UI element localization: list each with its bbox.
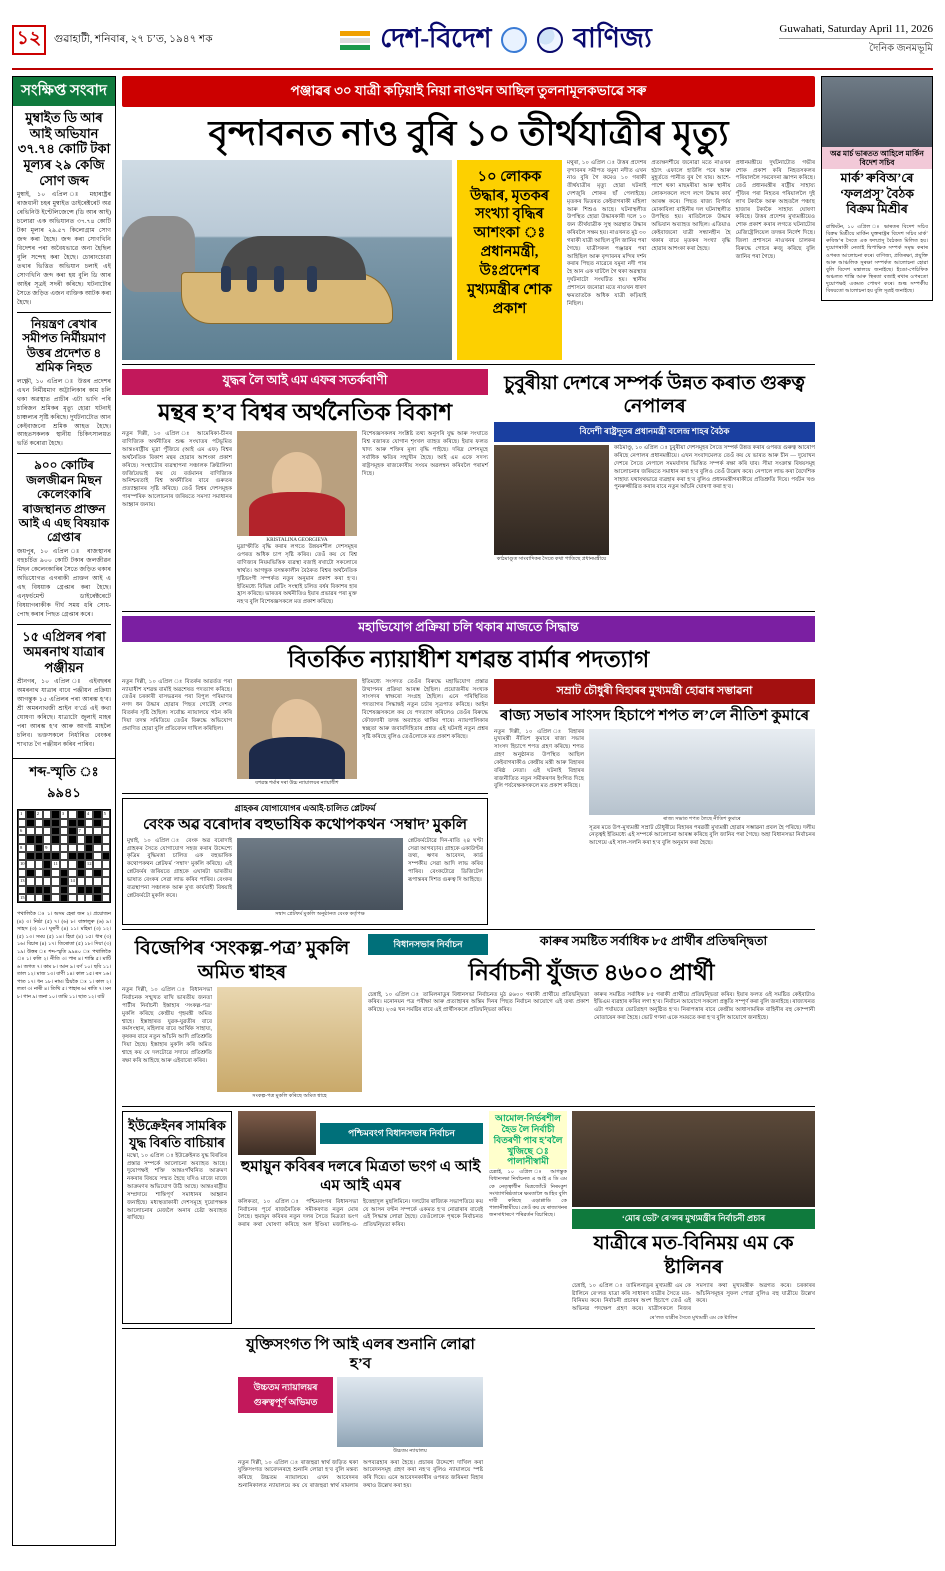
bjp-body: নতুন দিল্লী, ১০ এপ্ৰিল ঃ বিধানসভা নিৰ্বাচনক সন্মুখত ৰাখি ভাৰতীয় জনতা পাৰ্টীৰ নিৰ্বাচনী ইস্তাহাৰ ‘সংকল্প-পত্ৰ’ মুকলি কৰিছে কেন্দ্ৰীয় গৃহমন্ত্ৰী অমিত শ্বাহে। ইস্তাহাৰত যুৱক-যুৱতীৰ বাবে কৰ্মসংস্থান, মহিলাৰ বাবে আৰ্থিক সাহায্য, কৃষকৰ বাবে নতুন আঁচনি আদি প্ৰতিশ্ৰুতি দিয়া হৈছে। ইস্তাহাৰ মুকলি কৰি অমিত শ্বাহে কয় যে দলটোৱে সদায়ে প্ৰতিশ্ৰুতি ৰক্ষা কৰি আহিছে আৰু এইবাৰো কৰিব। [122, 987, 212, 1064]
humayun-body: কলিকতা, ১০ এপ্ৰিল ঃ পশ্চিমবংগৰ বিধানসভা নিৰ্বাচনৰ পূৰ্বে ৰাজনৈতিক সমীকৰণত নতুন মোৰ লৈছে। হুমায়ুন কবিৰৰ নতুন দলৰ সৈতে মিত্ৰতা ভংগ কৰাৰ কথা ঘোষণা কৰিছে অল ইণ্ডিয়া মজলিছ-এ-ইত্তেহাদুল মুছলিমিনে। দলটোৰ ৰাজ্যিক সভাপতিয়ে কয় যে আসন বণ্টন সম্পৰ্কে একমত হ’ব নোৱাৰাৰ বাবেই এই সিদ্ধান্ত লোৱা হৈছে। তেওঁলোকে পৃথকে নিৰ্বাচনত প্ৰতিদ্বন্দ্বিতা কৰিব। [238, 1198, 483, 1229]
page-number: ১২ [12, 25, 46, 55]
pil-photo-caption: উচ্চতম ন্যায়ালয় [393, 1447, 427, 1454]
pil-kicker: উচ্চতম ন্যায়ালয়ৰ গুৰুত্বপূৰ্ণ অভিমত [238, 1377, 333, 1413]
humayun-story [238, 1111, 483, 1324]
lead-body-2: প্ৰত্যক্ষদৰ্শীয়ে জনোৱা মতে নাওখন হঠাৎ এফালে হাউলি পৰে আৰু মুহূৰ্ততে পানীত বুৰ গৈ যায়। আশে-পাশে থকা মাছমৰীয়া আৰু স্থানীয় লোকসকলে লগে লগে উদ্ধাৰ কাৰ্য আৰম্ভ কৰে। পিছত ৰাজ্য বিপৰ্যয় মোকাবিলা বাহিনীৰ দল ঘটনাস্থলীত উপস্থিত হয়। ৰাতিলৈকে উদ্ধাৰ অভিযান অব্যাহত আছিল। এতিয়াও কেইবাজনো যাত্ৰী সন্ধানহীন হৈ থকাৰ বাবে মৃতকৰ সংখ্যা বৃদ্ধি হোৱাৰ আশংকা কৰা হৈছে। [651, 159, 731, 252]
imf-body-3: বিশেষজ্ঞসকলৰ সংশ্লিষ্ট তথ্য অনুসৰি যুদ্ধ আৰু সংঘাতে বিশ্ব বজাৰত যোগান শৃংখল ব্যাহত কৰিছে। ইয়াৰ ফলত খাদ্য আৰু শক্তিৰ মূল্য বৃদ্ধি পাইছে। দৰিদ্ৰ দেশসমূহে সৰ্বাধিক ক্ষতিৰ সন্মুখীন হৈছে। আই এম এফে সদস্য ৰাষ্ট্ৰসমূহক ৰাজকোষীয় সংযম অৱলম্বন কৰিবলৈ পৰামৰ্শ দিছে। [362, 431, 488, 477]
nitish-kicker: সম্ৰাট চৌধুৰী বিহাৰৰ মুখ্যমন্ত্ৰী হোৱাৰ সম্ভাৱনা [494, 679, 815, 704]
main-content-column [122, 76, 815, 1546]
brief-body-3: জয়পুৰ, ১০ এপ্ৰিল ঃ ৰাজস্থানৰ বহুচৰ্চিত ৯০০ কোটি টকাৰ জলজীৱন মিছন কেলেংকাৰিৰ সৈতে জড়িত থকাৰ অভিযোগত এগৰাকী প্ৰাক্তন আই এ এছ বিষয়াক গ্ৰেপ্তাৰ কৰা হৈছে। এন্ফৰ্চমেণ্ট ডাইৰেক্টৰেটে বিষয়াগৰাকীক দীৰ্ঘ সময় ধৰি সোধ-পোছ কৰাৰ পিছত গ্ৰেপ্তাৰ কৰে। [17, 547, 111, 618]
bank-body-2: প্লেটফৰ্মটোৱে দিন-ৰাতি ২৪ ঘণ্টা সেৱা আগবঢ়াব। গ্ৰাহকে একাউণ্টৰ তথ্য, ঋণৰ আবেদন, কাৰ্ড সম্পৰ্কীয় সেৱা আদি লাভ কৰিব পাৰিব। বেংকটোৱে ডিজিটেল ৰূপান্তৰৰ দিশত গুৰুত্ব দি আহিছে। [408, 837, 483, 883]
bjp-story [122, 934, 362, 1103]
election-bar-left: বিধানসভাৰ নিৰ্বাচন [368, 934, 488, 955]
bjp-photo-caption: সংকল্প-পত্ৰ মুকলি কৰিছে অমিত শ্বাহে [252, 1093, 327, 1100]
imf-headline: মন্থৰ হ’ব বিশ্বৰ অৰ্থনৈতিক বিকাশ [157, 399, 453, 425]
brief-headline-1: মুম্বাইত ডি আৰ আই অভিযান ৩৭.৭৪ কোটি টকা মূল্যৰ ২৯ কেজি সোণ জব্দ [17, 110, 111, 188]
lead-body-3: প্ৰধানমন্ত্ৰীয়ে দুৰ্ঘটনাটোত গভীৰ শোক প্ৰকাশ কৰি নিহতসকলৰ পৰিয়াললৈ সমবেদনা জ্ঞাপন কৰিছে। তেওঁ প্ৰধানমন্ত্ৰীৰ ৰাষ্ট্ৰীয় সাহায্য পুঁজিৰ পৰা নিহতৰ পৰিয়াললৈ দুই লাখ টকাকৈ আৰু আহতলৈ পঞ্চাছ হাজাৰ টকাকৈ সাহায্য ঘোষণা কৰিছে। উত্তৰ প্ৰদেশৰ মুখ্যমন্ত্ৰীয়েও শোক প্ৰকাশ কৰাৰ লগতে ঘটনাটোৰ মেজিষ্ট্ৰেলিয়েল তদন্তৰ নিৰ্দেশ দিছে। জিলা প্ৰশাসনে নাওখনৰ চালকৰ বিৰুদ্ধে গোচৰ ৰুজু কৰিছে বুলি জানিব পৰা গৈছে। [735, 159, 815, 260]
crossword-title: শব্দ-স্মৃতি ঃ ৯৯৪১ [29, 764, 99, 801]
lead-photo [122, 160, 452, 360]
pil-body: নতুন দিল্লী, ১০ এপ্ৰিল ঃ ৰাজহুৱা স্বাৰ্থ জড়িত থকা যুক্তিসংগত আবেদনৰহে শুনানি লোৱা হ’ব বুলি মন্তব্য কৰিছে উচ্চতম ন্যায়ালয়ে। এখন আবেদনৰ শুনানিকালত ন্যায়ালয়ে কয় যে ৰাজহুৱা স্বাৰ্থ মামলাৰ অপব্যৱহাৰ কৰা হৈছে। প্ৰচাৰৰ উদ্দেশ্যে দাখিল কৰা আবেদনসমূহ গ্ৰহণ কৰা নহ’ব বুলিও ন্যায়ালয়ে স্পষ্ট কৰি দিয়ে। এনে আবেদনকাৰীৰ ওপৰত জৰিমনা বিহাৰ কথাও উল্লেখ কৰা হয়। [238, 1459, 483, 1490]
imf-kicker: যুদ্ধৰ লৈ আই এম এফৰ সতৰ্কবাণী [122, 369, 488, 395]
bjp-photo [217, 987, 362, 1092]
right-column [821, 76, 933, 1546]
imf-photo-caption: KRISTALINA GEORGIEVA [266, 537, 328, 544]
bank-headline: বেংক অৱ বৰোদাৰ বহুভাষিক কথোপকথন ‘সম্বাদ’ মুকলি [142, 817, 468, 833]
brief-news-column [12, 76, 116, 1546]
judge-body-2: ইতিমধ্যে সংসদত তেওঁৰ বিৰুদ্ধে মহাভিযোগ প্ৰস্তাৱ উত্থাপনৰ প্ৰক্ৰিয়া আৰম্ভ হৈছিল। প্ৰয়োজনীয় সংখ্যক সাংসদৰ স্বাক্ষৰো সংগ্ৰহ হৈছিল। এনে পৰিস্থিতিত পদত্যাগৰ সিদ্ধান্তই নতুন চৰ্চাৰ সূত্ৰপাত কৰিছে। আইন বিশেষজ্ঞসকলে কয় যে পদত্যাগ কৰিলেও তেওঁৰ বিৰুদ্ধে ফৌজদাৰী তদন্ত অব্যাহত থাকিব পাৰে। ন্যায়পালিকাৰ স্বচ্ছতা আৰু জবাবদিহিতাৰ প্ৰশ্নত এই ঘটনাই নতুন প্ৰশ্নৰ সৃষ্টি কৰিছে বুলিও তেওঁলোকে মত প্ৰকাশ কৰিছে। [362, 678, 488, 740]
judge-kicker: মহাভিযোগ প্ৰক্ৰিয়া চলি থকাৰ মাজতে সিদ্ধান্ত [122, 616, 815, 642]
imf-body-2: মুদ্ৰাস্ফীতি বৃদ্ধি কৰাৰ লগতে উন্নয়নশীল দেশসমূহৰ ওপৰত অধিক চাপ সৃষ্টি কৰিব। তেওঁ কয় যে বিশ্ব বাণিজ্যৰ নিয়মভিত্তিক ব্যৱস্থা বজাই ৰখাটো সকলোৰে স্বাৰ্থত। আগন্তুক বসন্তকালীন বৈঠকত বিশ্বৰ অৰ্থনৈতিক দৃষ্টিভংগী সম্পৰ্কত নতুন অনুমান প্ৰকাশ কৰা হ’ব। ইতিমধ্যে বিভিন্ন ৰেটিং সংস্থাই চলিত বৰ্ষৰ বিকাশৰ হাৰ হ্ৰাস কৰিছে। ভাৰতৰ অৰ্থনীতিও ইয়াৰ প্ৰভাৱৰ পৰা মুক্ত নহ’ব বুলি বিশেষজ্ঞসকলে মত প্ৰকাশ কৰিছে। [237, 544, 357, 606]
masthead [12, 14, 933, 70]
pil-photo [337, 1377, 483, 1447]
imf-body-1: নতুন দিল্লী, ১০ এপ্ৰিল ঃ আমেৰিকা-চীনৰ বাণিজ্যিক অৰ্থনীতিৰ শুল্ক সংঘাতৰ পটভূমিত আন্তঃৰাষ্ট্ৰীয় মুদ্ৰা পুঁজিয়ে (আই এম এফ) বিশ্বৰ অৰ্থনৈতিক বিকাশ মন্থৰ হোৱাৰ আশংকা প্ৰকাশ কৰিছে। সংস্থাটোৰ ব্যৱস্থাপনা সঞ্চালক ক্ৰিষ্টালিনা জৰ্জিয়েভাই কয় যে বৰ্তমানৰ বাণিজ্যিক অনিশ্চয়তাই বিশ্ব অৰ্থনীতিৰ বাবে গুৰুতৰ প্ৰত্যাহ্বানৰ সৃষ্টি কৰিছে। তেওঁ বিশ্বৰ দেশসমূহক পাৰস্পৰিক আলোচনাৰ জৰিয়তে সমস্যা সমাধানৰ আহ্বান জনায়। [122, 431, 232, 508]
nitish-body-1: নতুন দিল্লী, ১০ এপ্ৰিল ঃ বিহাৰৰ মুখ্যমন্ত্ৰী নীতিশ কুমাৰে ৰাজ্য সভাৰ সাংসদ হিচাপে শপত গ্ৰহণ কৰিছে। শপত গ্ৰহণ অনুষ্ঠানত উপস্থিত আছিল কেইবাগৰাকীও কেন্দ্ৰীয় মন্ত্ৰী আৰু বিহাৰৰ বৰিষ্ঠ নেতা। এই ঘটনাই বিহাৰৰ ৰাজনীতিত নতুন সমীকৰণৰ ইংগিত দিছে বুলি পৰ্যবেক্ষকসকলে মত প্ৰকাশ কৰিছে। [494, 728, 584, 790]
bank-photo-caption: সম্বাদ প্লেটফৰ্ম মুকলি অনুষ্ঠানত বেংক কৰ্তৃপক্ষ [275, 910, 365, 917]
judge-body-1: নতুন দিল্লী, ১০ এপ্ৰিল ঃ বিতৰ্কৰ আৱৰ্তত পৰা ন্যায়াধীশ যশৱন্ত বাৰ্মাই অৱশেষত পদত্যাগ কৰিছে। তেওঁৰ চৰকাৰী বাসভৱনৰ পৰা বিপুল পৰিমাণৰ নগদ ধন উদ্ধাৰ হোৱাৰ পিছত গোটেই দেশত বিতৰ্কৰ সৃষ্টি হৈছিল। সৰ্বোচ্চ ন্যায়ালয়ে গঠন কৰি দিয়া তদন্ত সমিতিয়ে তেওঁৰ বিৰুদ্ধে অভিযোগ প্ৰমাণিত হোৱা বুলি প্ৰতিবেদন দাখিল কৰিছিল। [122, 678, 232, 732]
brand-title-right: বাণিজ্য [572, 22, 652, 53]
lead-callout: ১০ লোকক উদ্ধাৰ, মৃতকৰ সংখ্যা বৃদ্ধিৰ আশংকা ঃ প্ৰধানমন্ত্ৰী, উঃপ্ৰদেশৰ মুখ্যমন্ত্ৰীৰ শোক প্ৰকাশ [457, 160, 562, 360]
election-body-2: কাৰুৰ সমষ্টিত সৰ্বাধিক ৮৫ গৰাকী প্ৰাৰ্থীয়ে প্ৰতিদ্বন্দ্বিতা কৰিব। ইয়াৰ ফলত ওই সমষ্টিত কেইবাটাও ইভিএম ব্যৱহাৰ কৰিব লগা হ’ব। নিৰ্বাচন আয়োগে সকলো প্ৰস্তুতি সম্পূৰ্ণ কৰা বুলি জনাইছে। ৰাজ্যখনত এটা পৰ্যায়তে ভোটগ্ৰহণ অনুষ্ঠিত হ’ব। নিৰাপত্তাৰ বাবে কেন্দ্ৰীয় আধাসামৰিক বাহিনীৰ বহু কোম্পানী মোতায়েন কৰা হৈছে। ভোট গণনা একে সময়তে কৰা হ’ব বুলি আয়োগে জনাইছে। [594, 991, 815, 1021]
stalin-photo [572, 1111, 815, 1207]
rubio-body: ৱাশ্বিংটন, ১০ এপ্ৰিল ঃ ভাৰতৰ বিদেশ সচিব বিক্ৰম মিশ্ৰীয়ে মাৰ্কিন যুক্তৰাষ্ট্ৰৰ বিদেশ সচিব মাৰ্ক’ ৰুবিঅ’ৰ সৈতে এক ফলপ্ৰসূ বৈঠকত মিলিত হয়। দুয়োগৰাকী নেতাই দ্বিপাক্ষিক সম্পৰ্ক সমৃদ্ধ কৰাৰ ওপৰত আলোচনা কৰে। বাণিজ্য, প্ৰতিৰক্ষা, প্ৰযুক্তি আৰু আঞ্চলিক সুৰক্ষা সম্পৰ্কত আলোচনা হোৱা বুলি বিদেশ মন্ত্ৰালয়ে জনাইছে। ইণ্ডো-পেচিফিক অঞ্চলত শান্তি আৰু স্থিৰতা বজাই ৰখাৰ ওপৰতো দুয়োপক্ষই একমত পোষণ কৰে। শুল্ক সম্পৰ্কীয় বিষয়তো আলোচনা হয় বুলি সূত্ৰই জনাইছে। [826, 223, 928, 295]
un-emblem-icon [501, 27, 527, 53]
nepal-headline: চুবুৰীয়া দেশৰে সম্পৰ্ক উন্নত কৰাত গুৰুত্ব নেপালৰ [504, 372, 805, 418]
stalin-side-headline: আমোল-নিৰ্ভৰশীল হৈড লৈ নিৰ্বাচী বিতৰণী পাব হ’বলৈ খুজিছে ঃ পালানীস্বামী [489, 1111, 567, 1169]
lead-headline: বৃন্দাবনত নাও বুৰি ১০ তীৰ্থযাত্ৰীৰ মৃত্যু [208, 114, 729, 153]
lead-kicker: পঞ্জাৱৰ ৩০ যাত্ৰী কঢ়িয়াই নিয়া নাওখন আছিল তুলনামূলকভাৱে সৰু [122, 76, 815, 107]
ukraine-story [122, 1111, 232, 1324]
judge-story [122, 616, 815, 675]
nitish-photo-caption: ৰাজ্য সভাত শপত লৈছে নীতিশ কুমাৰে [663, 815, 741, 822]
brief-headline-4: ১৫ এপ্ৰিলৰ পৰা অমৰনাথ যাত্ৰাৰ পঞ্জীয়ন [22, 628, 106, 675]
nitish-story [494, 679, 815, 925]
humayun-headline: হুমায়ুন কবিৰৰ দলৰে মিত্ৰতা ভংগ এ আই এম আই এমৰ [240, 1159, 481, 1194]
masthead-brand [213, 18, 780, 63]
masthead-publication: দৈনিক জনমভূমি [779, 38, 933, 58]
pil-story [122, 1333, 815, 1491]
lead-body-1: মথুৰা, ১০ এপ্ৰিল ঃ উত্তৰ প্ৰদেশৰ বৃন্দাবনৰ সমীপত যমুনা নদীত এখন নাও বুৰি গৈ কমেও ১০ গৰাকী তীৰ্থযাত্ৰীৰ মৃত্যু হোৱা ঘটনাই দেশজুৰি শোকৰ ছাঁ পেলাইছে। মৃতকৰ ভিতৰত কেইবাগৰাকী মহিলা আৰু শিশুও আছে। ঘটনাস্থলীত উপস্থিত হোৱা উদ্ধাৰকাৰী দলে ১০ জন তীৰ্থযাত্ৰীক সুস্থ অৱস্থাত উদ্ধাৰ কৰিবলৈ সক্ষম হয়। নাওখনত মুঠ ৩০ গৰাকী যাত্ৰী আছিল বুলি জানিব পৰা গৈছে। যাত্ৰীসকল পঞ্জাৱৰ পৰা আহিছিল আৰু বৃন্দাবনৰ মন্দিৰ দৰ্শন কৰাৰ পিছত নাৱেৰে যমুনা নদী পাৰ হৈ আন এক ঘাটলৈ গৈ থকা অৱস্থাত দুৰ্ঘটনাটো সংঘটিত হয়। স্থানীয় প্ৰশাসনে জনোৱা মতে নাওখন ধাৰণ ক্ষমতাতকৈ অধিক যাত্ৰী কঢ়িয়াই নিছিল। [567, 159, 647, 307]
nepal-caption-bar: বিদেশী ৰাষ্ট্ৰদূতৰ প্ৰধানমন্ত্ৰী বলেন্দ্ৰ শাহৰ বৈঠক [494, 422, 815, 442]
bank-photo [237, 838, 403, 910]
ukraine-headline: ইউক্ৰেইনৰ সামৰিক যুদ্ধ বিৰতি বাচিয়াৰ [128, 1118, 226, 1150]
humayun-photo [238, 1111, 316, 1155]
crossword-grid[interactable]: 1 2 3 4 5 6 7 8 9 10 11 12 13 14 15 [17, 809, 111, 903]
brief-body-2: লক্ষ্ণৌ, ১০ এপ্ৰিল ঃ উত্তৰ প্ৰদেশৰ এখন নিৰ্মীয়মাণ অট্টালিকাৰ কাম চলি থকা অৱস্থাত প্ৰাচীৰ এটা ভাগি পৰি চাৰিজন শ্ৰমিকৰ মৃত্যু হোৱা ঘটনাই চাঞ্চল্যৰ সৃষ্টি কৰিছে। দুৰ্ঘটনাটোত আন কেইবাজনো শ্ৰমিক আহত হৈছে। আহতসকলক স্থানীয় চিকিৎসালয়ত ভৰ্তি কৰোৱা হৈছে। [17, 377, 111, 448]
stalin-body: চেন্নাই, ১০ এপ্ৰিল ঃ তামিলনাডুৰ মুখ্যমন্ত্ৰী এম কে ষ্টালিনে ৰে’লত যাত্ৰা কৰি সাধাৰণ যাত্ৰীৰ সৈতে মত-বিনিময় কৰে। নিৰ্বাচনী প্ৰচাৰৰ অংশ হিচাপে তেওঁ এই অভিনৱ পদক্ষেপ গ্ৰহণ কৰে। যাত্ৰীসকলে নিজৰ সমস্যাৰ কথা মুখ্যমন্ত্ৰীক অৱগত কৰে। চৰকাৰৰ আঁচনিসমূহৰ সুফল পোৱা বুলিও বহু যাত্ৰীয়ে উল্লেখ কৰে। [572, 1282, 815, 1313]
brief-body-4: শ্ৰীনগৰ, ১০ এপ্ৰিল ঃ এইবছৰৰ অমৰনাথ যাত্ৰাৰ বাবে পঞ্জীয়ন প্ৰক্ৰিয়া আগন্তুক ১৫ এপ্ৰিলৰ পৰা আৰম্ভ হ’ব। শ্ৰী অমৰনাথজী শ্ৰাইন ব’ৰ্ডে এই কথা ঘোষণা কৰিছে। যাত্ৰাটো জুলাই মাহৰ পৰা আৰম্ভ হ’ব আৰু আগষ্ট মাহলৈ চলিব। ভক্তসকলে নিৰ্ধাৰিত বেংকৰ শাখাত গৈ পঞ্জীয়ন কৰিব পাৰিব। [17, 678, 111, 749]
election-headline: নিৰ্বাচনী যুঁজত ৪৬০০ প্ৰাৰ্থী [468, 959, 715, 985]
election-bar-right: কাৰুৰ সমষ্টিত সৰ্বাধিক ৮৫ প্ৰাৰ্থীৰ প্ৰতিদ্বন্দ্বিতা [539, 933, 768, 948]
nepal-photo-caption: কাঠমাণ্ডুত সাংবাদিকৰ সৈতে কথা পাতিছে প্ৰধানমন্ত্ৰীয়ে [496, 556, 607, 563]
masthead-left-date: গুৱাহাটী, শনিবাৰ, ২৭ চ’ত, ১৯৪৭ শক [54, 33, 213, 45]
globe-icon [537, 27, 563, 53]
rubio-photo [822, 77, 932, 147]
pil-headline: যুক্তিসংগত পি আই এলৰ শুনানি লোৱা হ’ব [246, 1337, 475, 1372]
rubio-story [821, 76, 933, 301]
brief-headline-3: ৯০০ কোটিৰ জলজীৱন মিছন কেলেংকাৰি ৰাজস্থানত প্ৰাক্তন আই এ এছ বিষয়াক গ্ৰেপ্তাৰ [18, 458, 110, 545]
judge-headline: বিতৰ্কিত ন্যায়াধীশ যশৱন্ত বাৰ্মাৰ পদত্যাগ [287, 647, 650, 673]
bank-story [122, 798, 488, 925]
masthead-right-date: Guwahati, Saturday April 11, 2026 [779, 22, 933, 35]
ukraine-body: মস্কো, ১০ এপ্ৰিল ঃ ইউক্ৰেইনত যুদ্ধ বিৰতিৰ প্ৰস্তাৱ সম্পৰ্কে আলোচনা অব্যাহত আছে। দুয়োপক্ষই শক্তি আন্তঃগাঁথনিত আক্ৰমণ নকৰাৰ বিষয়ে সন্মত হৈছে যদিও মাজে মাজে আক্ৰমণৰ অভিযোগ উঠি আছে। আন্তঃৰাষ্ট্ৰীয় সম্প্ৰদায়ে শান্তিপূৰ্ণ সমাধানৰ আহ্বান জনাইছে। মধ্যস্থতাকাৰী দেশসমূহে দুয়োপক্ষক আলোচনাৰ মেজলৈ অনাৰ চেষ্টা অব্যাহত ৰাখিছে। [127, 1152, 227, 1222]
bjp-headline: বিজেপিৰ ‘সংকল্প-পত্ৰ’ মুকলি অমিত শ্বাহৰ [134, 937, 350, 983]
crossword-answers: পথালিকৈ ঃ ১। অসম হেৰা জন ২। প্ৰয়োজন (৪) ৩। নিষ্ঠা (৫) ৭। (৬) ৮। বাঙ্গালুৰু (৬) ৯। সাহস (৩) ১০। ঘূৰণী (৪) ১১। মহিমা (৩) ১২। (৫) ১৩। সময় (৫) ১৪। হিয়া (৪) ১৫। ধাৰ (৩) ১৬। বিচাৰ (৪) ১৭। তিৰোতা (৫) ১৮। দিয়া (৩) ১৯। উত্তৰ ঃ শব্দ-স্মৃতি ৯৯৪০ ঃ পথালিকৈ ঃ ১। কলি ২। নীতি ৩। পাৰ ৪। শান্তি ৫। মাটি ৬। জগত ৭। কাম ৮। আন ৯। বৰ্ণ ১০। ছবি ১১। তাল ১২। মাজ ১৩। বাণী ১৪। কাল ১৫। ৰস ১৬। পাত ১৭। ধন ১৮। নাম। ঠিয়কৈ ঃ ১। কাল ২। লতা ৩। নাৰী ৪। তিথি ৫। পাহাৰ ৬। ৰাতি ৭। মন ৮। গান ৯। জনা ১০। তামি ১১। ছাত ১২। বাট [17, 912, 111, 1000]
stalin-photo-caption: ৰে’লত যাত্ৰীৰ সৈতে মুখ্যমন্ত্ৰী এম কে ষ্টালিন [649, 1315, 738, 1322]
flag-icon [340, 31, 370, 50]
election-body-1: চেন্নাই, ১০ এপ্ৰিল ঃ তামিলনাডুৰ বিধানসভা নিৰ্বাচনত মুঠ ৪৬০০ গৰাকী প্ৰাৰ্থীয়ে প্ৰতিদ্বন্দ্বিতা কৰিব। মনোনয়ন পত্ৰ পৰীক্ষা আৰু প্ৰত্যাহাৰৰ অন্তিম দিনৰ পিছত নিৰ্বাচন আয়োগে এই তথ্য প্ৰকাশ কৰিছে। ২৩৪ খন সমষ্টিৰ বাবে এই প্ৰাৰ্থীসকলে প্ৰতিদ্বন্দ্বিতা কৰিব। [368, 991, 589, 1014]
nitish-body-2: সূত্ৰৰ মতে উপ-মুখ্যমন্ত্ৰী সম্ৰাট চৌধুৰীয়ে বিহাৰৰ পৰৱৰ্তী মুখ্যমন্ত্ৰী হোৱাৰ সম্ভাৱনা প্ৰবল হৈ পৰিছে। দলীয় নেতৃত্বই ইতিমধ্যে এই সম্পৰ্কে আলোচনা আৰম্ভ কৰিছে বুলি জানিব পৰা গৈছে। অহা বিধানসভা নিৰ্বাচনৰ আগেয়ে এই সাল-সলনি কৰা হ’ব বুলি অনুমান কৰা হৈছে। [589, 824, 815, 847]
judge-photo [237, 679, 357, 779]
stalin-headline: যাত্ৰীৰে মত-বিনিময় এম কে ষ্টালিনৰ [593, 1233, 794, 1278]
bank-kicker: গ্ৰাহকৰ যোগাযোগৰ এআই-চালিত প্লেটফৰ্ম [234, 802, 376, 813]
nitish-headline: ৰাজ্য সভাৰ সাংসদ হিচাপে শপত ল’লে নীতিশ কুমাৰে [499, 707, 810, 724]
rubio-caption-bar: অৱ মাৰ্চ ভাৰতত আহিলে মাৰ্কিন বিদেশ সচিব [830, 149, 924, 167]
imf-story [122, 369, 488, 607]
rubio-headline: মাৰ্ক’ ৰুবিঅ’ৰে ‘ফলপ্ৰসূ’ বৈঠক বিক্ৰম মিশ্ৰীৰ [840, 171, 914, 217]
nepal-story [494, 369, 815, 607]
election-story [368, 934, 815, 1103]
brand-title-left: দেশ-বিদেশ [380, 22, 491, 53]
stalin-side-body: চেন্নাই, ১০ এপ্ৰিল ঃ আগন্তুক বিধানসভা নিৰ্বাচনত এ আই এ ডি এম কে নেতৃত্বাধীন মিত্ৰজোঁটে নিৰংকুশ সংখ্যাগৰিষ্ঠতাৰে ক্ষমতালৈ আহিব বুলি দাবী কৰিছে এড়াপ্পাডি কে পালানীস্বামীয়ে। তেওঁ কয় যে ৰাজ্যখনৰ জনসাধাৰণে পৰিৱৰ্তন বিচাৰিছে। [489, 1169, 567, 1219]
judge-photo-caption: যশৱন্ত শৰ্মাৰ দৰা উচ্চ ন্যায়ালয়ৰ ন্যায়াধীশ [255, 779, 339, 786]
nepal-body: কাঠমাণ্ডু, ১০ এপ্ৰিল ঃ চুবুৰীয়া দেশসমূহৰ সৈতে সম্পৰ্ক উন্নত কৰাৰ ওপৰত গুৰুত্ব আৰোপ কৰিছে নেপালৰ প্ৰধানমন্ত্ৰীয়ে। এখন সংবাদমেলত তেওঁ কয় যে ভাৰত আৰু চীন — দুয়োখন দেশৰে সৈতে নেপালে সমমৰ্যাদাৰ ভিত্তিত সম্পৰ্ক ৰক্ষা কৰি যাব। সীমা সংক্ৰান্ত বিষয়সমূহ আলোচনাৰ জৰিয়তে সমাধান কৰা হ’ব বুলিও তেওঁ উল্লেখ কৰে। নেপালে লাভ কৰা বৈদেশিক সাহায্য যথাযথভাৱে ব্যৱহাৰ কৰা হ’ব বুলিও প্ৰধানমন্ত্ৰীগৰাকীয়ে প্ৰতিশ্ৰুতি দিয়ে। পৰ্যটন খণ্ড পুনৰুজ্জীৱিত কৰাৰ বাবে নতুন আঁচনি ঘোষণা কৰা হ’ব। [614, 445, 815, 491]
imf-photo [237, 431, 357, 536]
nepal-photo [494, 445, 609, 555]
section-title-brief: সংক্ষিপ্ত সংবাদ [13, 77, 115, 106]
stalin-banner: ‘মোৰ ভেট’ ৰে’লৰ মুখ্যমন্ত্ৰীৰ নিৰ্বাচনী প্ৰচাৰ [572, 1209, 815, 1229]
nitish-photo [589, 729, 815, 815]
stalin-story [489, 1111, 815, 1324]
brief-headline-2: নিয়ন্ত্ৰণ ৰেখাৰ সমীপত নিৰ্মীয়মাণ উত্তৰ প্ৰদেশত ৪ শ্ৰমিক নিহত [22, 317, 106, 375]
lead-story [122, 76, 815, 360]
brief-body-1: মুম্বাই, ১০ এপ্ৰিল ঃ মহাৰাষ্ট্ৰৰ ৰাজধানী চহৰ মুম্বাইত ডাইৰেক্টৰেট অৱ ৰেভিনিউ ইণ্টেলিজেন্সে (ডি আৰ আই) চলোৱা এক অভিযানত ৩৭.৭৪ কোটি টকা মূল্যৰ ২৯.৫৭ কিলোগ্ৰাম সোণ জব্দ কৰা হৈছে। জব্দ কৰা সোণখিনি বিদেশৰ পৰা অবৈধভাৱে অনা হৈছিল বুলি সন্দেহ কৰা হৈছে। চোৰাংচোৱা তথ্যৰ ভিত্তিত অভিযান চলাই এই সোণখিনি জব্দ কৰা হয় বুলি ডি আৰ আইৰ সূত্ৰই সদৰী কৰিছে। ঘটনাটোৰ সৈতে জড়িত এজন ব্যক্তিক আটক কৰা হৈছে। [17, 191, 111, 307]
bank-body: মুম্বাই, ১০ এপ্ৰিল ঃ বেংক অৱ বৰোদাই গ্ৰাহকৰ সৈতে যোগাযোগ সহজ কৰাৰ উদ্দেশ্যে কৃত্ৰিম বুদ্ধিমত্তা চালিত এক বহুভাষিক কথোপকথন প্লেটফৰ্ম ‘সম্বাদ’ মুকলি কৰিছে। এই প্লেটফৰ্মৰ জৰিয়তে গ্ৰাহকে এঘাৰটা ভাৰতীয় ভাষাত বেংকৰ সেৱা লাভ কৰিব পাৰিব। বেংকৰ ব্যৱস্থাপনা সঞ্চালক আৰু মুখ্য কাৰ্যবাহী বিষয়াই প্লেটফৰ্মটো মুকলি কৰে। [127, 837, 232, 899]
humayun-bar: পশ্চিমবংগ বিধানসভাৰ নিৰ্বাচন [320, 1123, 483, 1144]
